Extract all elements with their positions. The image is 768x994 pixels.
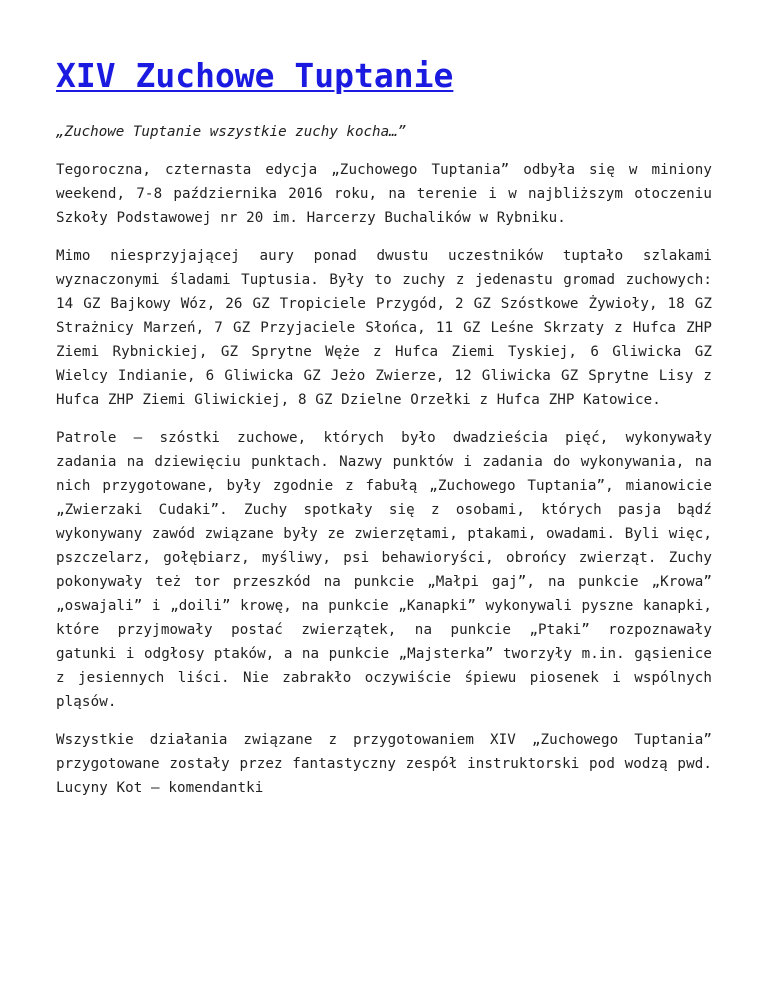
article-lead-quote: „Zuchowe Tuptanie wszystkie zuchy kocha…” <box>56 124 407 140</box>
article-title-link[interactable]: XIV Zuchowe Tuptanie <box>56 56 454 95</box>
article <box>56 52 712 814</box>
article-paragraph: Tegoroczna, czternasta edycja „Zuchowego Tuptania” odbyła się w miniony weekend, 7-8 października 2016 roku, na terenie i w najbliższym otoczeniu Szkoły Podstawowej nr 20 im. Harcerzy Buchalików w Rybniku. <box>56 162 712 226</box>
article-paragraph: Mimo niesprzyjającej aury ponad dwustu uczestników tuptało szlakami wyznaczonymi śladami Tuptusia. Były to zuchy z jedenastu gromad zuchowych: 14 GZ Bajkowy Wóz, 26 GZ Tropiciele Przygód, 2 GZ Szóstkowe Żywioły, 18 GZ Strażnicy Marzeń, 7 GZ Przyjaciele Słońca, 11 GZ Leśne Skrzaty z Hufca ZHP Ziemi Rybnickiej, GZ Sprytne Węże z Hufca Ziemi Tyskiej, 6 Gliwicka GZ Wielcy Indianie, 6 Gliwicka GZ Jeżo Zwierze, 12 Gliwicka GZ Sprytne Lisy z Hufca ZHP Ziemi Gliwickiej, 8 GZ Dzielne Orzełki z Hufca ZHP Katowice. <box>56 248 712 408</box>
article-paragraph: Patrole – szóstki zuchowe, których było dwadzieścia pięć, wykonywały zadania na dziewięciu punktach. Nazwy punktów i zadania do wykonywania, na nich przygotowane, były zgodnie z fabułą „Zuchowego Tuptania”, mianowicie „Zwierzaki Cudaki”. Zuchy spotkały się z osobami, których pasja bądź wykonywany zawód związane były ze zwierzętami, ptakami, owadami. Byli więc, pszczelarz, gołębiarz, myśliwy, psi behawioryści, obrońcy zwierząt. Zuchy pokonywały też tor przeszkód na punkcie „Małpi gaj”, na punkcie „Krowa” „oswajali” i „doili” krowę, na punkcie „Kanapki” wykonywali pyszne kanapki, które przyjmowały postać zwierzątek, na punkcie „Ptaki” rozpoznawały gatunki i odgłosy ptaków, a na punkcie „Majsterka” tworzyły m.in. gąsienice z jesiennych liści. Nie zabrakło oczywiście śpiewu piosenek i wspólnych pląsów. <box>56 430 712 710</box>
article-paragraph: Wszystkie działania związane z przygotowaniem XIV „Zuchowego Tuptania” przygotowane zostały przez fantastyczny zespół instruktorski pod wodzą pwd. Lucyny Kot – komendantki <box>56 732 712 796</box>
